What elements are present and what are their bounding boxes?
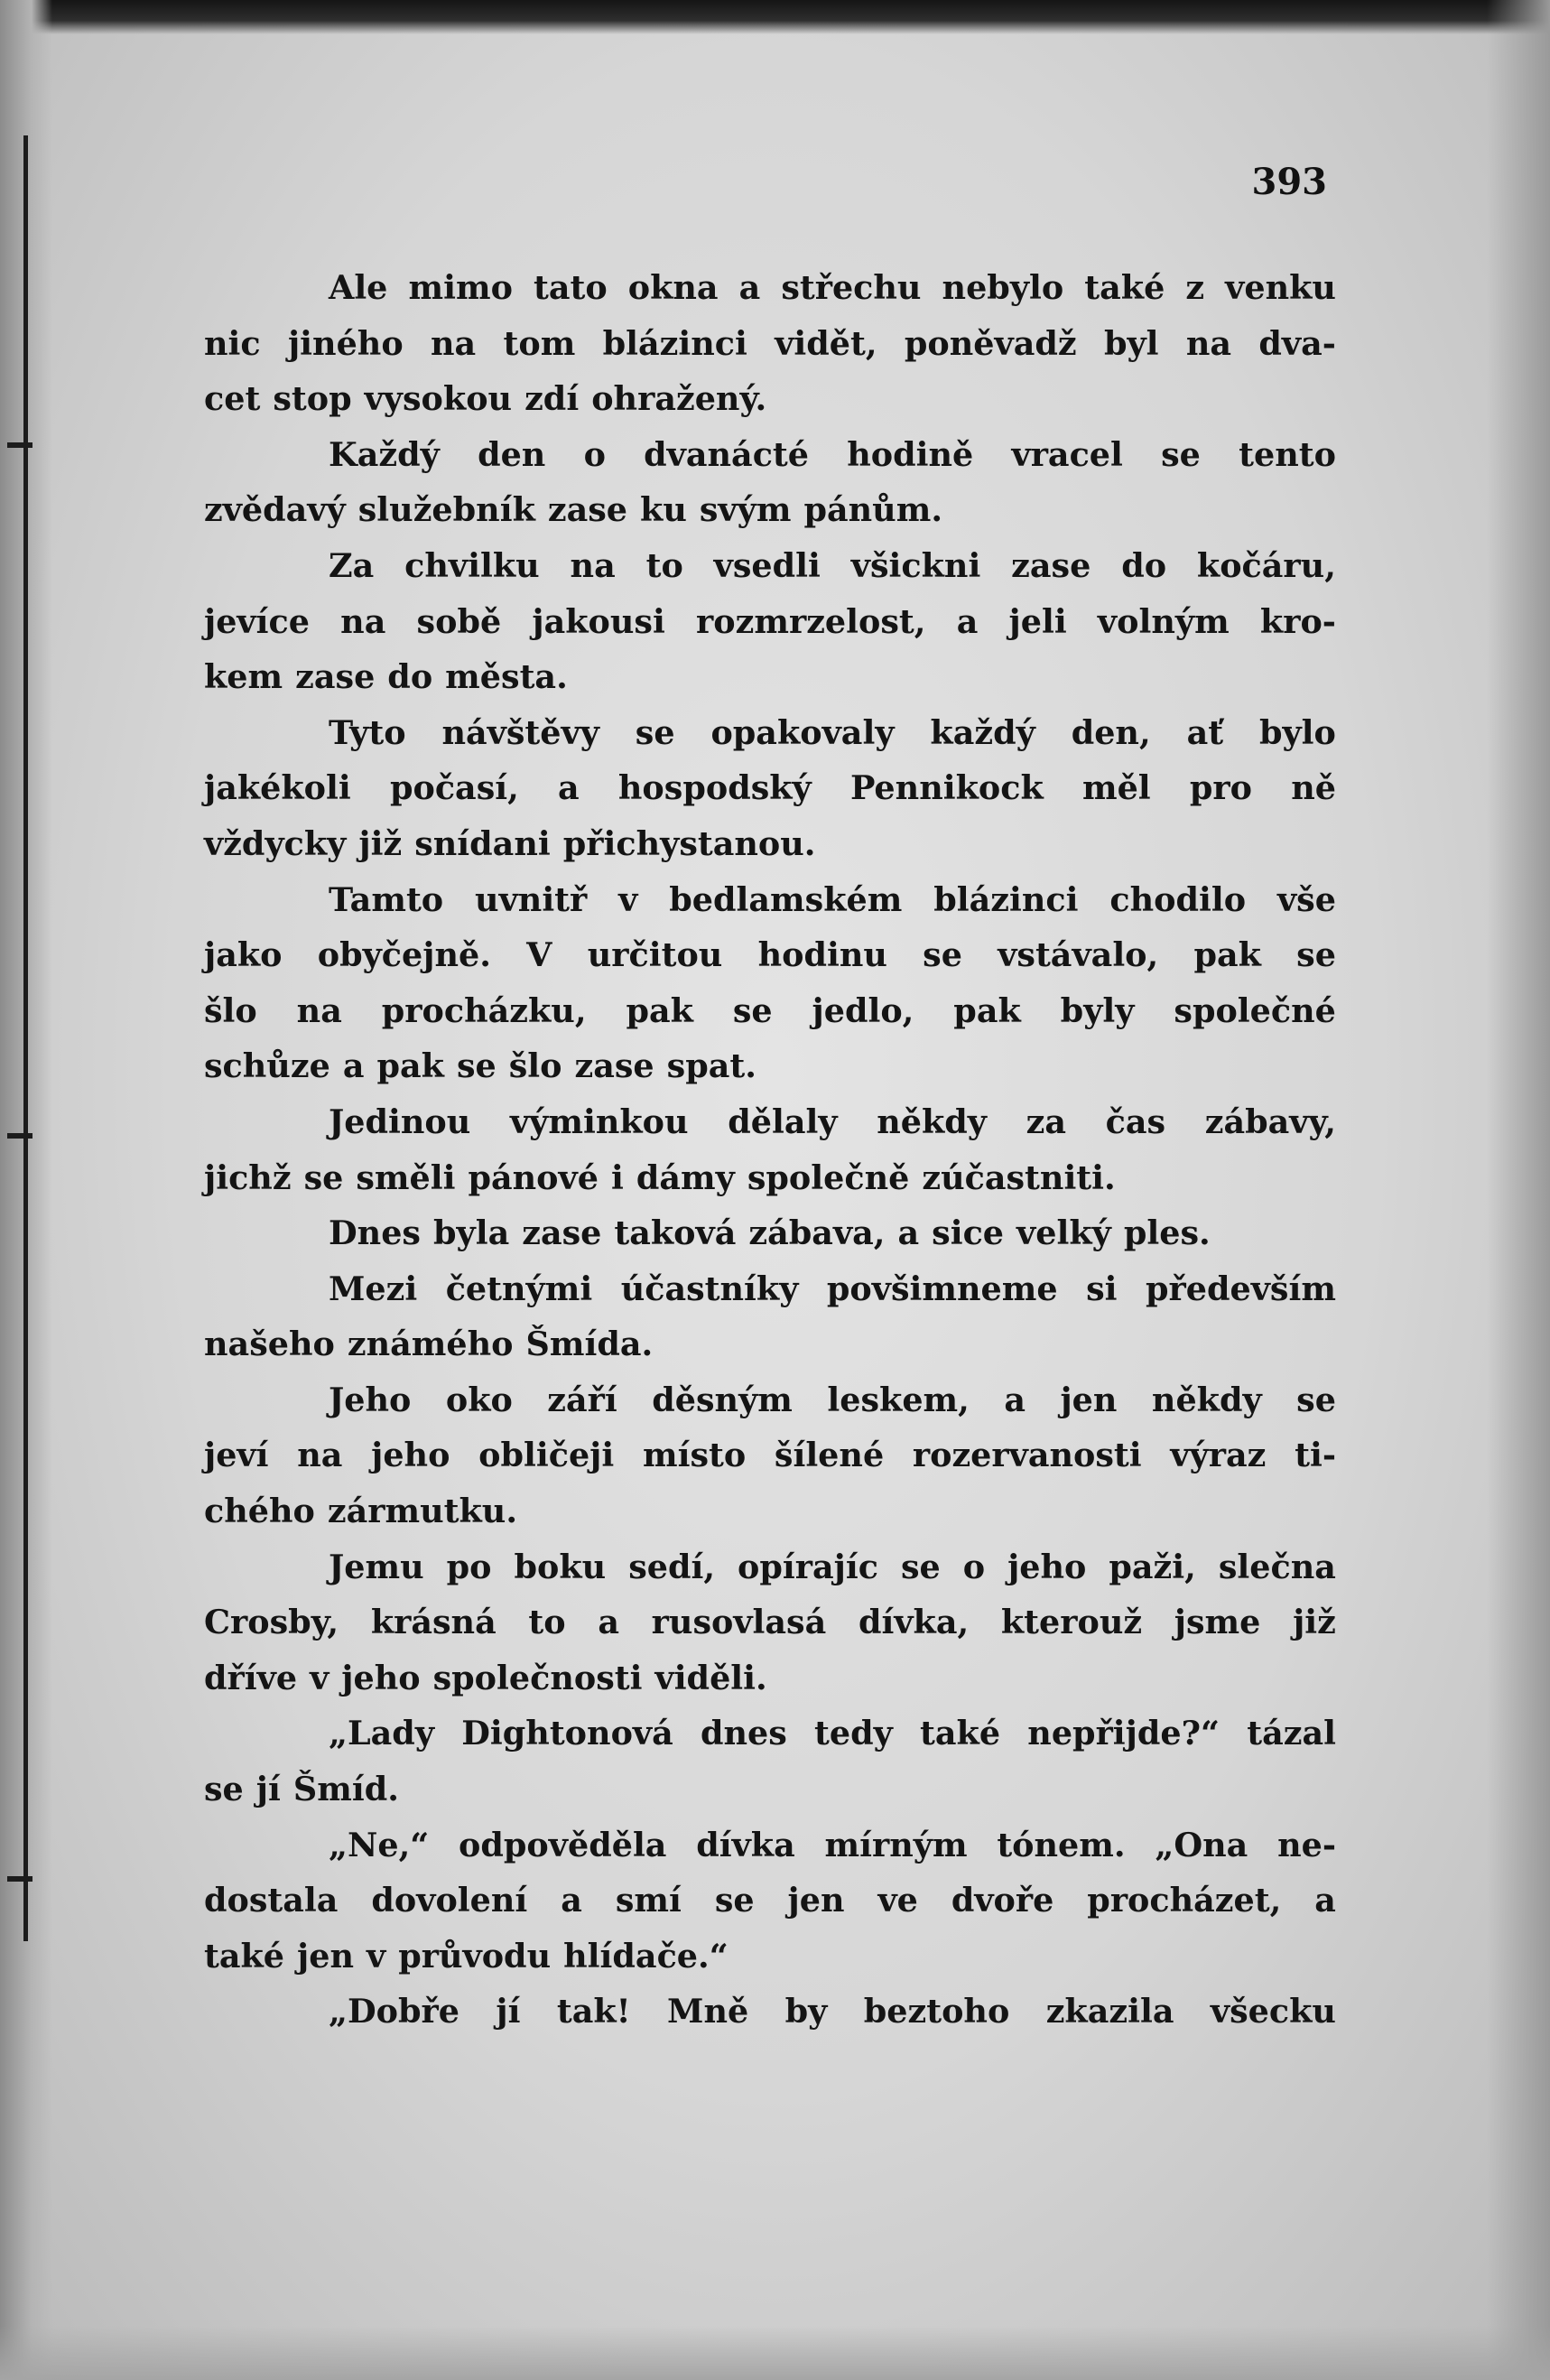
text-line: vždycky již snídani přichystanou. [204,823,816,863]
scan-top-edge [0,0,1550,34]
text-line: našeho známého Šmída. [204,1325,654,1364]
text-line: jevíce na sobě jakousi rozmrzelost, a jeli volným kro- [204,601,1336,641]
text-line: šlo na procházku, pak se jedlo, pak byly společné [204,990,1336,1030]
text-line: dostala dovolení a smí se jen ve dvoře procházet, a [204,1881,1336,1920]
binding-tick [7,1133,32,1139]
text-line: schůze a pak se šlo zase spat. [204,1046,756,1086]
text-line: „Ne,“ odpověděla dívka mírným tónem. „Ona ne- [329,1825,1336,1864]
text-line: Ale mimo tato okna a střechu nebylo také z venku [329,268,1336,307]
text-line: Jedinou výminkou dělaly někdy za čas zábavy, [329,1102,1336,1141]
text-line: se jí Šmíd. [204,1770,399,1809]
page-number: 393 [1251,161,1327,203]
text-line: Mezi četnými účastníky povšimneme si především [329,1269,1336,1308]
text-line: Tamto uvnitř v bedlamském blázinci chodilo vše [329,879,1336,919]
text-line: zvědavý služebník zase ku svým pánům. [204,490,943,530]
text-line: dříve v jeho společnosti viděli. [204,1658,767,1697]
text-line: Tyto návštěvy se opakovaly každý den, ať bylo [329,712,1336,752]
text-line: cet stop vysokou zdí ohražený. [204,379,767,419]
text-line: „Lady Dightonová dnes tedy také nepřijde?“ tázal [329,1714,1336,1753]
text-line: Crosby, krásná to a rusovlasá dívka, kterouž jsme již [204,1603,1336,1642]
text-line: chého zármutku. [204,1492,518,1531]
text-line: jichž se směli pánové i dámy společně zúčastniti. [204,1157,1116,1197]
text-line: Jemu po boku sedí, opírajíc se o jeho paži, slečna [329,1547,1336,1586]
text-line: Jeho oko září děsným leskem, a jen někdy se [329,1380,1336,1419]
binding-tick [7,1876,32,1882]
scan-right-edge [1487,0,1550,2380]
text-line: nic jiného na tom blázinci vidět, poněvadž byl na dva- [204,323,1336,363]
text-line: jako obyčejně. V určitou hodinu se vstávalo, pak se [204,935,1336,975]
scan-bottom-edge [0,2326,1550,2380]
text-line: jeví na jeho obličeji místo šílené rozervanosti výraz ti- [204,1436,1336,1475]
text-line: Dnes byla zase taková zábava, a sice velký ples. [329,1213,1211,1253]
text-line: také jen v průvodu hlídače.“ [204,1936,729,1976]
text-line: Za chvilku na to vsedli všickni zase do kočáru, [329,545,1336,585]
binding-tick [7,442,32,448]
body-text [204,260,1336,2040]
binding-line [23,135,28,1941]
text-line: kem zase do města. [204,657,568,697]
text-line: „Dobře jí tak! Mně by beztoho zkazila všecku [329,1992,1336,2031]
text-line: jakékoli počasí, a hospodský Pennikock měl pro ně [204,768,1336,808]
text-line: Každý den o dvanácté hodině vracel se tento [329,434,1336,474]
